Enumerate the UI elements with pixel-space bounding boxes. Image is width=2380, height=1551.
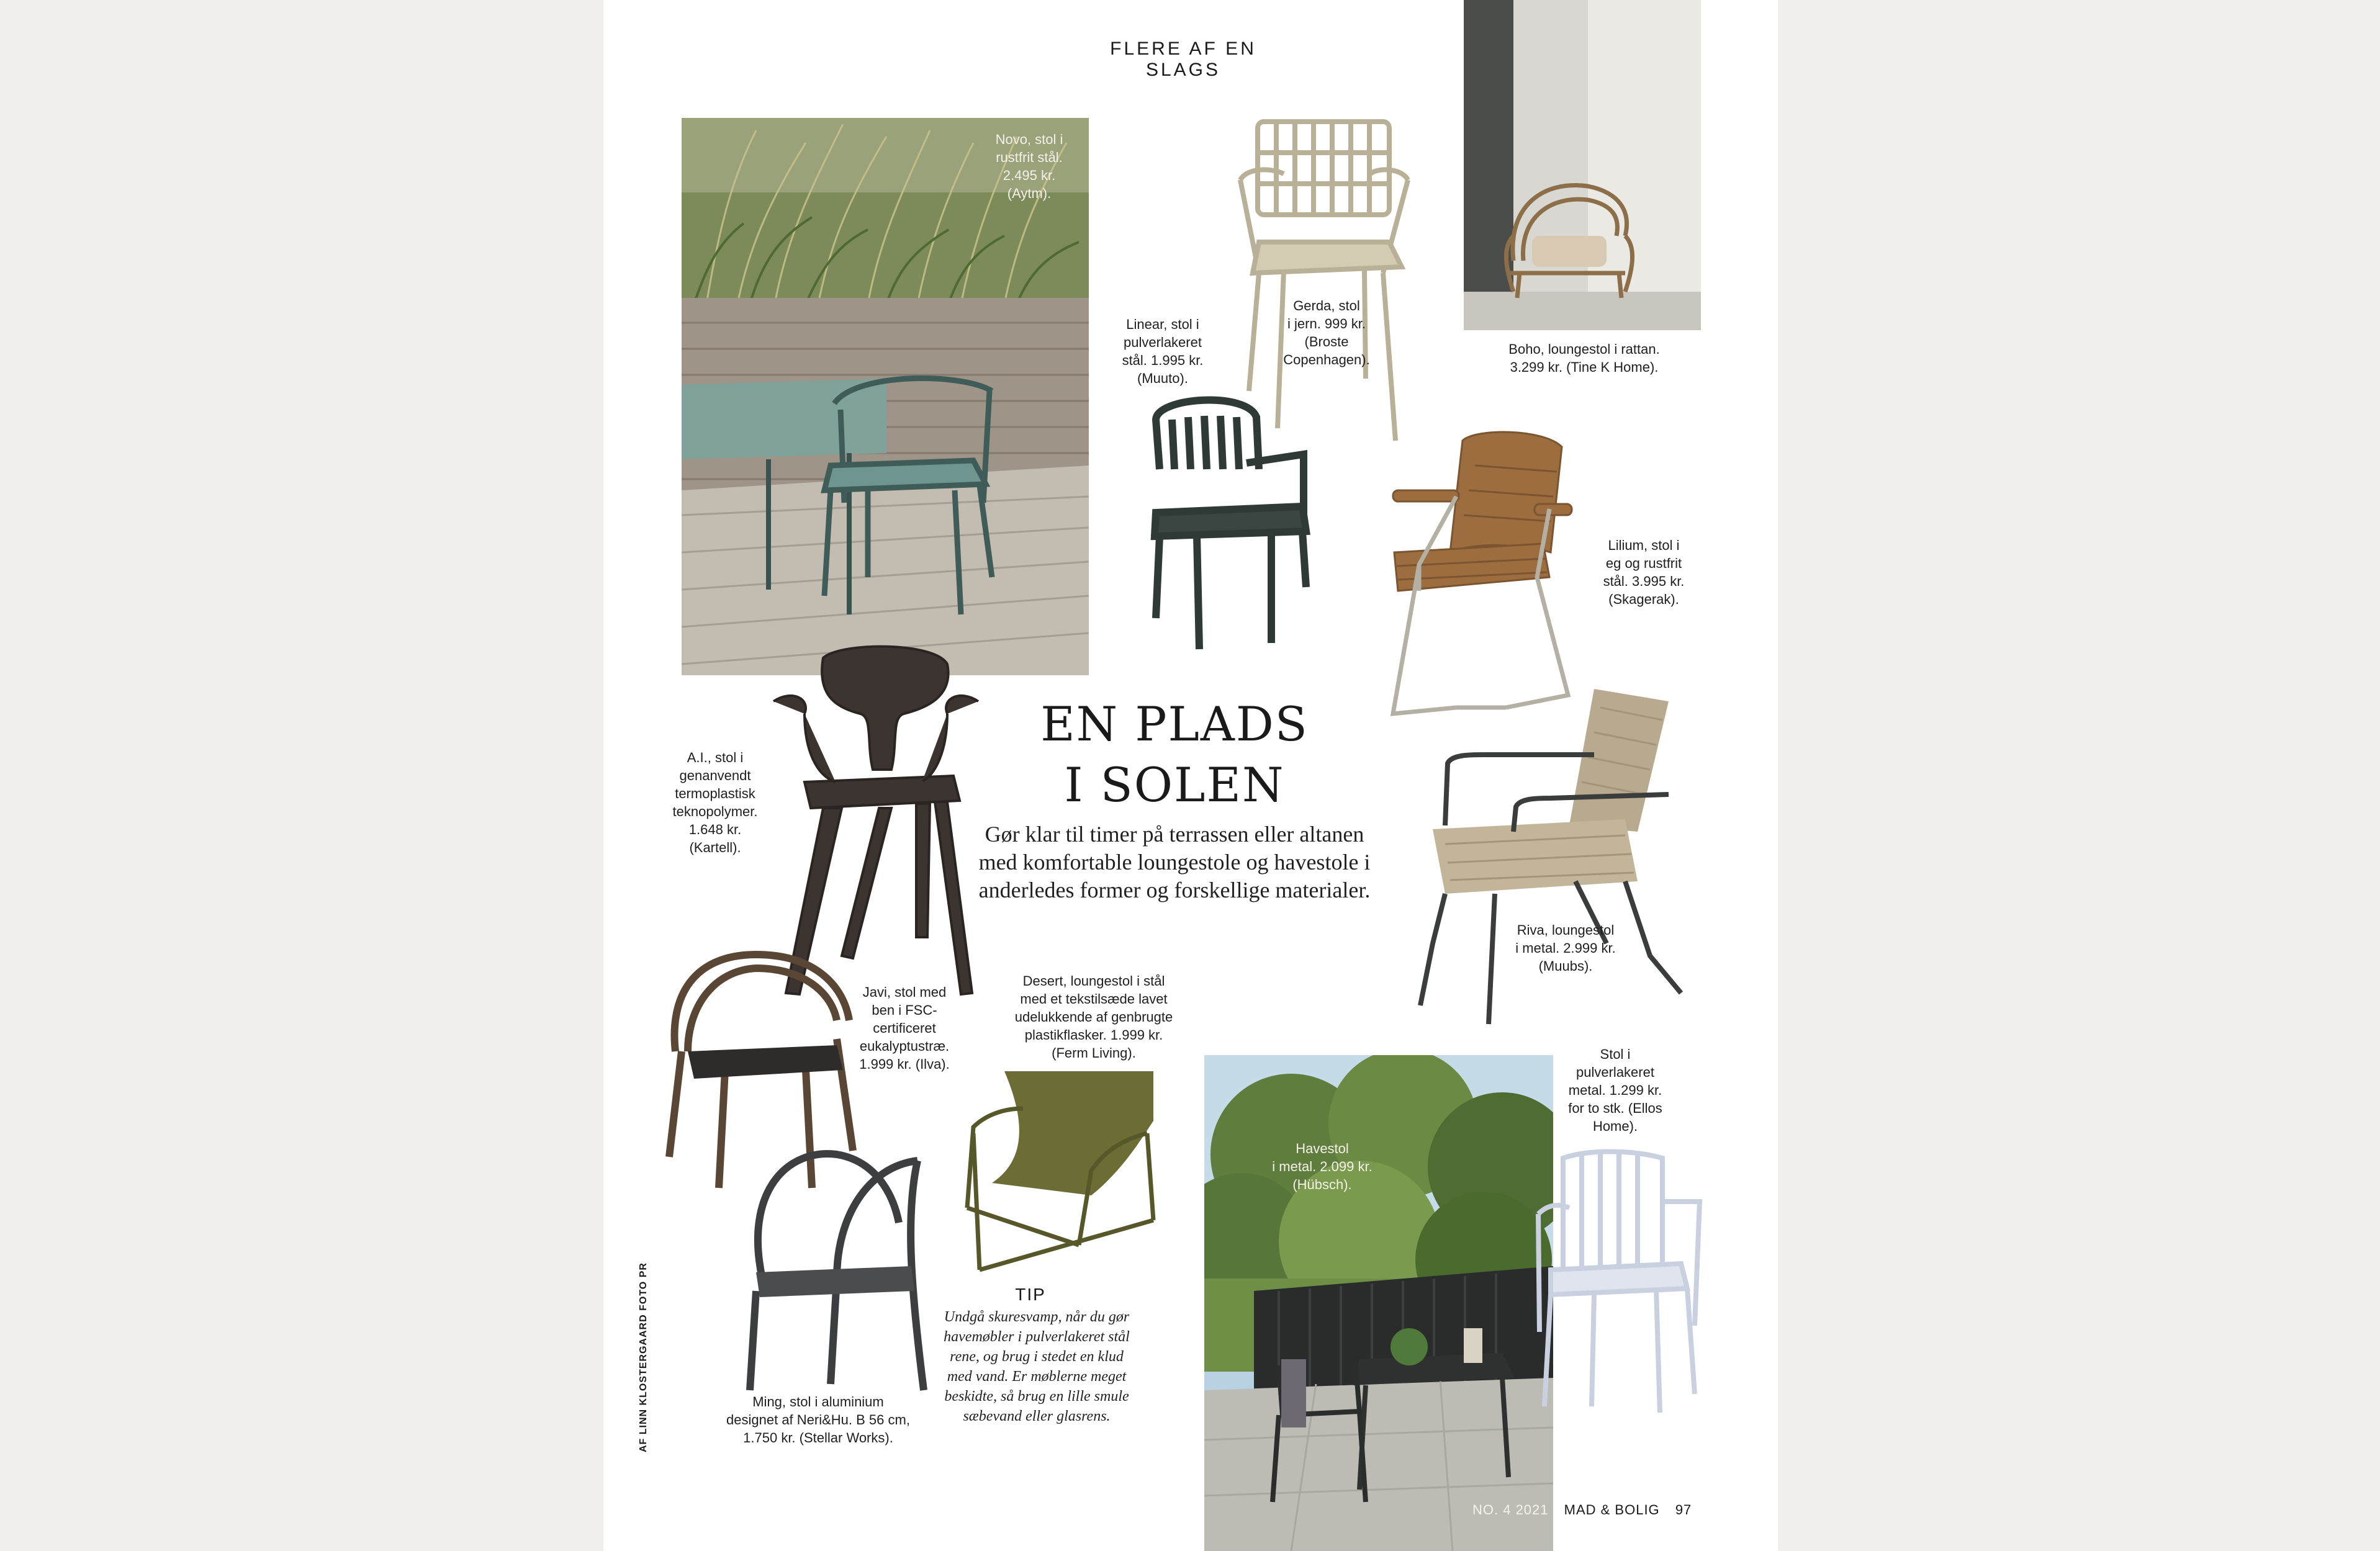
riva-chair (1420, 683, 1712, 1030)
magazine-page (603, 0, 1778, 1551)
page-footer (1472, 1502, 1733, 1518)
photo-havestol-art (1204, 1055, 1553, 1551)
article-headline: EN PLADS I SOLEN (1040, 696, 1309, 812)
tip-text: Undgå skuresvamp, når du gør havemøbler i pulverlakeret stål rene, og brug i stedet en klud med vand. Er møblerne meget beskidte, så brug en lille smule sæbevand eller glasrens. (944, 1309, 1130, 1424)
caption-ai: A.I., stol i genanvendt termoplastisk teknopolymer. 1.648 kr. (Kartell). (672, 750, 758, 855)
photo-boho (1464, 0, 1701, 330)
ellos-chair (1532, 1146, 1712, 1419)
photo-boho-art (1464, 0, 1701, 330)
tip-title: TIP (1015, 1285, 1046, 1304)
caption-ellos: Stol i pulverlakeret metal. 1.299 kr. for to stk. (Ellos Home). (1568, 1046, 1662, 1134)
caption-javi: Javi, stol med ben i FSC- certificeret eukalyptustræ. 1.999 kr. (Ilva). (859, 984, 950, 1072)
caption-havestol: Havestol i metal. 2.099 kr. (Hübsch). (1272, 1141, 1373, 1192)
article-intro: Gør klar til timer på terrassen eller altanen med komfortable loungestole og havestole i anderledes former og forskellige materialer. (978, 822, 1371, 902)
caption-lilium: Lilium, stol i eg og rustfrit stål. 3.995 kr. (Skagerak). (1603, 537, 1685, 607)
linear-chair (1147, 395, 1333, 655)
lilium-chair (1382, 428, 1580, 726)
desert-chair (967, 1065, 1160, 1276)
photo-credit: AF LINN KLOSTERGAARD FOTO PR (638, 1262, 649, 1452)
ming-chair (744, 1142, 930, 1396)
caption-boho: Boho, loungestol i rattan. 3.299 kr. (Tine K Home). (1508, 341, 1660, 375)
section-label: FLERE AF EN SLAGS (1110, 38, 1256, 80)
caption-riva: Riva, loungestol i metal. 2.999 kr. (Muubs). (1515, 922, 1616, 974)
magazine-name: MAD & BOLIG (1564, 1502, 1660, 1517)
page-number: 97 (1675, 1502, 1692, 1517)
caption-gerda: Gerda, stol i jern. 999 kr. (Broste Copenhagen). (1283, 298, 1370, 367)
photo-havestol (1204, 1055, 1553, 1551)
caption-linear: Linear, stol i pulverlakeret stål. 1.995 kr. (Muuto). (1122, 317, 1204, 386)
issue-number: NO. 4 2021 (1472, 1502, 1549, 1517)
photo-terrace (682, 118, 1089, 675)
caption-novo: Novo, stol i rustfrit stål. 2.495 kr. (Aytm). (995, 132, 1063, 201)
caption-desert: Desert, loungestol i stål med et tekstilsæde lavet udelukkende af genbrugte plastikflasker. 1.999 kr. (Ferm Living). (1014, 973, 1173, 1061)
caption-ming: Ming, stol i aluminium designet af Neri&Hu. B 56 cm, 1.750 kr. (Stellar Works). (726, 1394, 910, 1445)
